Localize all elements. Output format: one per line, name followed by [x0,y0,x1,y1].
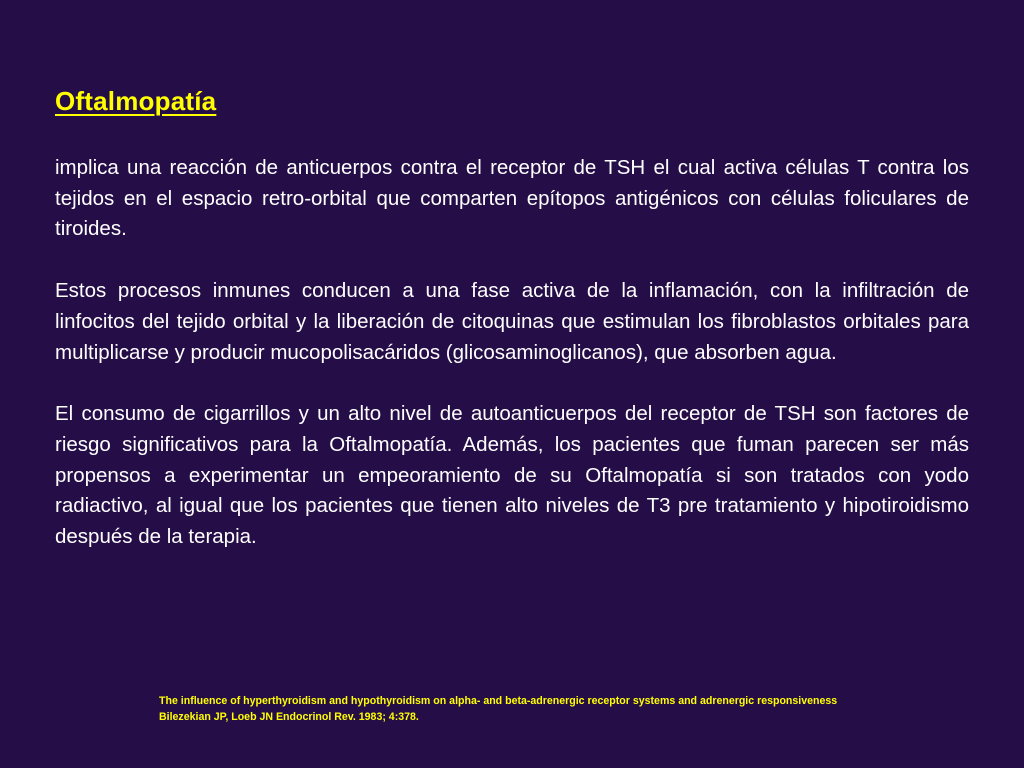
reference-title: The influence of hyperthyroidism and hypothyroidism on alpha- and beta-adrenergic receptor systems and adrenergic responsiveness [159,695,838,707]
references [159,693,979,725]
reference-citation: Bilezekian JP, Loeb JN Endocrinol Rev. 1983; 4:378. [159,711,419,723]
paragraph-risk-factors: El consumo de cigarrillos y un alto nivel de autoanticuerpos del receptor de TSH son factores de riesgo significativos para la Oftalmopatía. Además, los pacientes que fuman parecen ser más propensos a experimentar un empeoramiento de su Oftalmopatía si son tratados con yodo radiactivo, al igual que los pacientes que tienen alto niveles de T3 pre tratamiento y hipotiroidismo después de la terapia. [55,402,969,549]
paragraph-definition: implica una reacción de anticuerpos contra el receptor de TSH el cual activa células T contra los tejidos en el espacio retro-orbital que comparten epítopos antigénicos con células foliculares de tiroides. [55,156,969,241]
slide-title: Oftalmopatía [55,86,217,116]
paragraph-immune-process: Estos procesos inmunes conducen a una fase activa de la inflamación, con la infiltración de linfocitos del tejido orbital y la liberación de citoquinas que estimulan los fibroblastos orbitales para multiplicarse y producir mucopolisacáridos (glicosaminoglicanos), que absorben agua. [55,279,969,364]
slide-body [55,153,969,584]
